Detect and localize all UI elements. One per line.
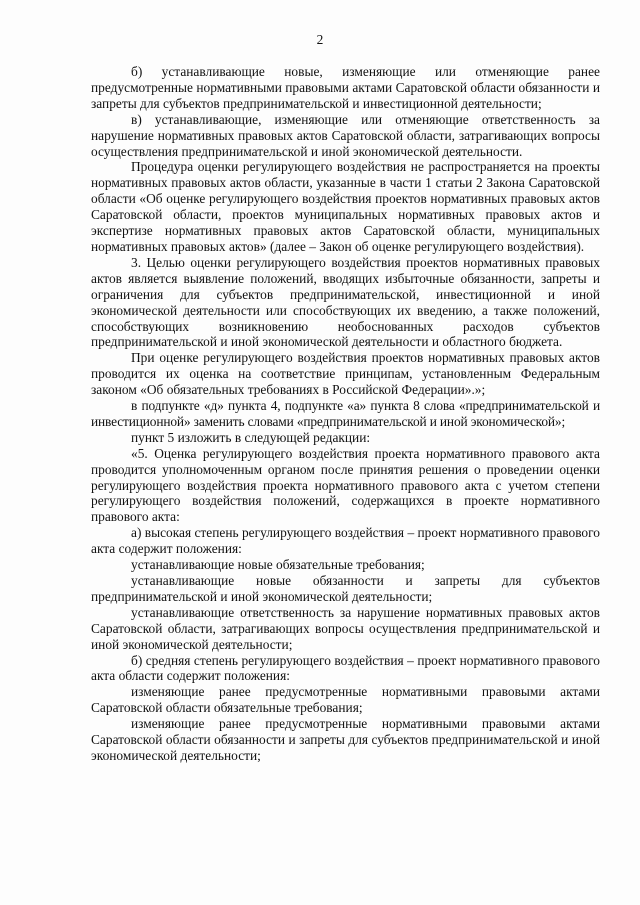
page-number: 2 <box>316 32 324 47</box>
paragraph-changing-requirements: изменяющие ранее предусмотренные нормативными правовыми актами Саратовской области обязательные требования; <box>91 684 600 716</box>
paragraph-new-obligations: устанавливающие новые обязанности и запреты для субъектов предпринимательской и иной экономической деятельности; <box>91 573 600 604</box>
paragraph-item-5-text: «5. Оценка регулирующего воздействия проекта нормативного правового акта проводится уполномоченным органом после принятия решения о проведении оценки регулирующего воздействия проекта нормативного правового акта с учетом степени регулирующего воздействия положений, содержащихся в проекте нормативного правового акта: <box>91 445 600 525</box>
paragraph-item-3-purpose: 3. Целью оценки регулирующего воздействия проектов нормативных правовых актов является выявление положений, вводящих избыточные обязанности, запреты и ограничения для субъектов предпринимательской, инвестиционной и иной экономической деятельности или способствующих их введению, а также положений, способствующих возникновению необоснованных расходов субъектов предпринимательской и иной экономической деятельности и областного бюджета. <box>91 254 600 350</box>
paragraph-subitem-v: в) устанавливающие, изменяющие или отменяющие ответственность за нарушение нормативных правовых актов Саратовской области, затрагивающих вопросы осуществления предпринимательской и иной экономической деятельности. <box>91 111 600 159</box>
paragraph-changing-obligations: изменяющие ранее предусмотренные нормативными правовыми актами Саратовской области обязанности и запреты для субъектов предпринимательской и иной экономической деятельности; <box>91 716 600 763</box>
paragraph-word-replacement: в подпункте «д» пункта 4, подпункте «а» пункта 8 слова «предпринимательской и инвестиционной» заменить словами «предпринимательской и иной экономической»; <box>91 398 600 429</box>
paragraph-item-5-new-wording: пункт 5 изложить в следующей редакции: <box>131 429 371 445</box>
paragraph-new-mandatory-requirements: устанавливающие новые обязательные требования; <box>131 557 425 573</box>
paragraph-procedure-exclusion: Процедура оценки регулирующего воздействия не распространяется на проекты нормативных правовых актов области, указанные в части 1 статьи 2 Закона Саратовской области «Об оценке регулирующего воздействия проектов нормативных правовых актов Саратовской области, проектов муниципальных нормативных правовых актов и экспертизе нормативных правовых актов Саратовской области, муниципальных нормативных правовых актов» (далее – Закон об оценке регулирующего воздействия). <box>91 159 600 254</box>
document-body <box>91 64 600 764</box>
paragraph-principles-compliance: При оценке регулирующего воздействия проектов нормативных правовых актов проводится их оценка на соответствие принципам, установленным Федеральным законом «Об обязательных требованиях в Российской Федерации».»; <box>91 350 600 398</box>
paragraph-liability: устанавливающие ответственность за нарушение нормативных правовых актов Саратовской области, затрагивающих вопросы осуществления предпринимательской и иной экономической деятельности; <box>91 604 600 652</box>
paragraph-high-degree: а) высокая степень регулирующего воздействия – проект нормативного правового акта содержит положения: <box>91 525 600 557</box>
paragraph-subitem-b: б) устанавливающие новые, изменяющие или отменяющие ранее предусмотренные нормативными правовыми актами Саратовской области обязанности и запреты для субъектов предпринимательской и инвестиционной деятельности; <box>91 64 600 111</box>
paragraph-medium-degree: б) средняя степень регулирующего воздействия – проект нормативного правового акта области содержит положения: <box>91 652 600 684</box>
